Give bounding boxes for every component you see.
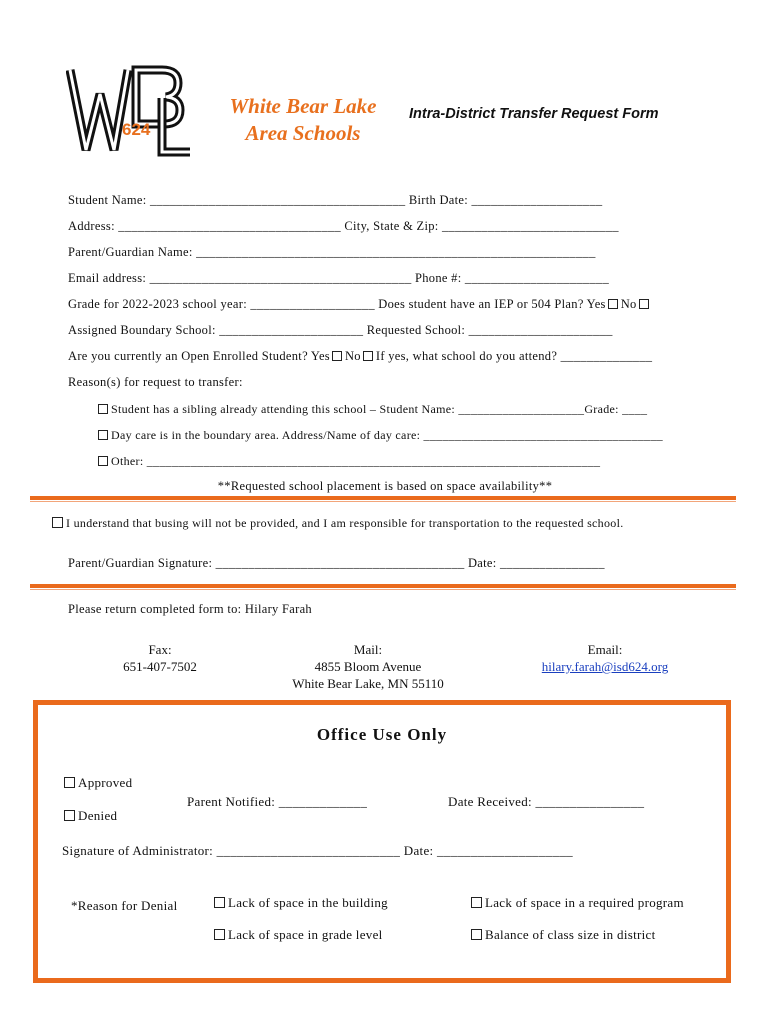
mail-city: White Bear Lake, MN 55110 bbox=[292, 676, 444, 691]
brand-name bbox=[212, 93, 394, 147]
daycare-checkbox[interactable] bbox=[98, 430, 108, 440]
brand-line-1: White Bear Lake bbox=[229, 94, 377, 118]
reason-grade-checkbox[interactable] bbox=[214, 929, 225, 940]
reason-building-checkbox[interactable] bbox=[214, 897, 225, 908]
divider-bottom bbox=[30, 584, 736, 588]
address-row[interactable]: Address: __________________________________ City, State & Zip: ___________________________ bbox=[68, 219, 619, 233]
iep-yes-checkbox[interactable] bbox=[608, 299, 618, 309]
grade-label: Grade for 2022-2023 school year: ___________________ Does student have an IEP or 504 Plan? Yes bbox=[68, 297, 606, 311]
form-title: Intra-District Transfer Request Form bbox=[409, 106, 659, 122]
reason-sibling-row bbox=[96, 402, 647, 417]
reason-grade-row bbox=[212, 927, 383, 943]
open-enrolled-question: Are you currently an Open Enrolled Student? Yes bbox=[68, 349, 330, 363]
guardian-signature-row[interactable]: Parent/Guardian Signature: ______________________________________ Date: ________________ bbox=[68, 556, 605, 570]
open-enrolled-school[interactable]: If yes, what school do you attend? ______________ bbox=[375, 349, 653, 363]
reason-program-label: Lack of space in a required program bbox=[485, 895, 684, 910]
reason-class-size-checkbox[interactable] bbox=[471, 929, 482, 940]
fax-number: 651-407-7502 bbox=[123, 659, 197, 674]
reason-daycare-row bbox=[96, 428, 663, 443]
busing-agreement-checkbox[interactable] bbox=[52, 517, 63, 528]
email-link[interactable]: hilary.farah@isd624.org bbox=[541, 659, 669, 674]
busing-agreement-text: I understand that busing will not be provided, and I am responsible for transportation to the requested school. bbox=[66, 516, 624, 530]
iep-no-label: No bbox=[620, 297, 637, 311]
admin-signature-row[interactable]: Signature of Administrator: ___________________________ Date: ____________________ bbox=[62, 843, 573, 858]
open-enrolled-row bbox=[68, 349, 652, 364]
open-enrolled-yes-checkbox[interactable] bbox=[332, 351, 342, 361]
return-label: Please return completed form to: Hilary Farah bbox=[68, 602, 312, 616]
reason-other-row bbox=[96, 454, 600, 469]
other-checkbox[interactable] bbox=[98, 456, 108, 466]
office-use-title: Office Use Only bbox=[316, 725, 448, 744]
placement-note: **Requested school placement is based on space availability** bbox=[217, 479, 553, 493]
busing-agreement-row bbox=[50, 516, 624, 531]
reason-building-label: Lack of space in the building bbox=[228, 895, 388, 910]
iep-no-checkbox[interactable] bbox=[639, 299, 649, 309]
denied-checkbox[interactable] bbox=[64, 810, 75, 821]
student-name-row[interactable]: Student Name: _______________________________________ Birth Date: ____________________ bbox=[68, 193, 603, 207]
parent-name-row[interactable]: Parent/Guardian Name: _____________________________________________________________ bbox=[68, 245, 596, 259]
fax-label: Fax: bbox=[148, 642, 172, 657]
fax-block bbox=[90, 641, 230, 675]
denied-row bbox=[62, 808, 117, 824]
reason-program-row bbox=[469, 895, 684, 911]
email-row[interactable]: Email address: ________________________________________ Phone #: ______________________ bbox=[68, 271, 610, 285]
reason-class-size-label: Balance of class size in district bbox=[485, 927, 656, 942]
approved-row bbox=[62, 775, 132, 791]
mail-label: Mail: bbox=[353, 642, 383, 657]
date-received-row[interactable]: Date Received: ________________ bbox=[448, 794, 645, 809]
mail-block bbox=[268, 641, 468, 692]
reason-grade-label: Lack of space in grade level bbox=[228, 927, 383, 942]
reason-building-row bbox=[212, 895, 388, 911]
reason-program-checkbox[interactable] bbox=[471, 897, 482, 908]
district-logo bbox=[66, 64, 194, 160]
email-block bbox=[515, 641, 695, 675]
approved-label: Approved bbox=[78, 775, 133, 790]
sibling-checkbox[interactable] bbox=[98, 404, 108, 414]
open-enrolled-no-checkbox[interactable] bbox=[363, 351, 373, 361]
boundary-row[interactable]: Assigned Boundary School: ______________________ Requested School: ______________________ bbox=[68, 323, 613, 337]
denial-reason-label: *Reason for Denial bbox=[71, 898, 178, 913]
open-enrolled-no-label: No bbox=[344, 349, 361, 363]
parent-notified-row[interactable]: Parent Notified: _____________ bbox=[187, 794, 368, 809]
approved-checkbox[interactable] bbox=[64, 777, 75, 788]
reason-sibling-text: Student has a sibling already attending this school – Student Name: ____________________Grade: ____ bbox=[111, 402, 648, 416]
reason-daycare-text: Day care is in the boundary area. Address/Name of day care: ______________________________________ bbox=[111, 428, 663, 442]
grade-row bbox=[68, 297, 652, 312]
divider-top bbox=[30, 496, 736, 500]
reason-other-text: Other: ________________________________________________________________________ bbox=[111, 454, 601, 468]
logo-number: 624 bbox=[122, 120, 151, 139]
email-label: Email: bbox=[587, 642, 623, 657]
mail-street: 4855 Bloom Avenue bbox=[314, 659, 422, 674]
denied-label: Denied bbox=[78, 808, 118, 823]
brand-line-2: Area Schools bbox=[245, 121, 361, 145]
reason-class-size-row bbox=[469, 927, 656, 943]
reasons-label: Reason(s) for request to transfer: bbox=[68, 375, 243, 389]
